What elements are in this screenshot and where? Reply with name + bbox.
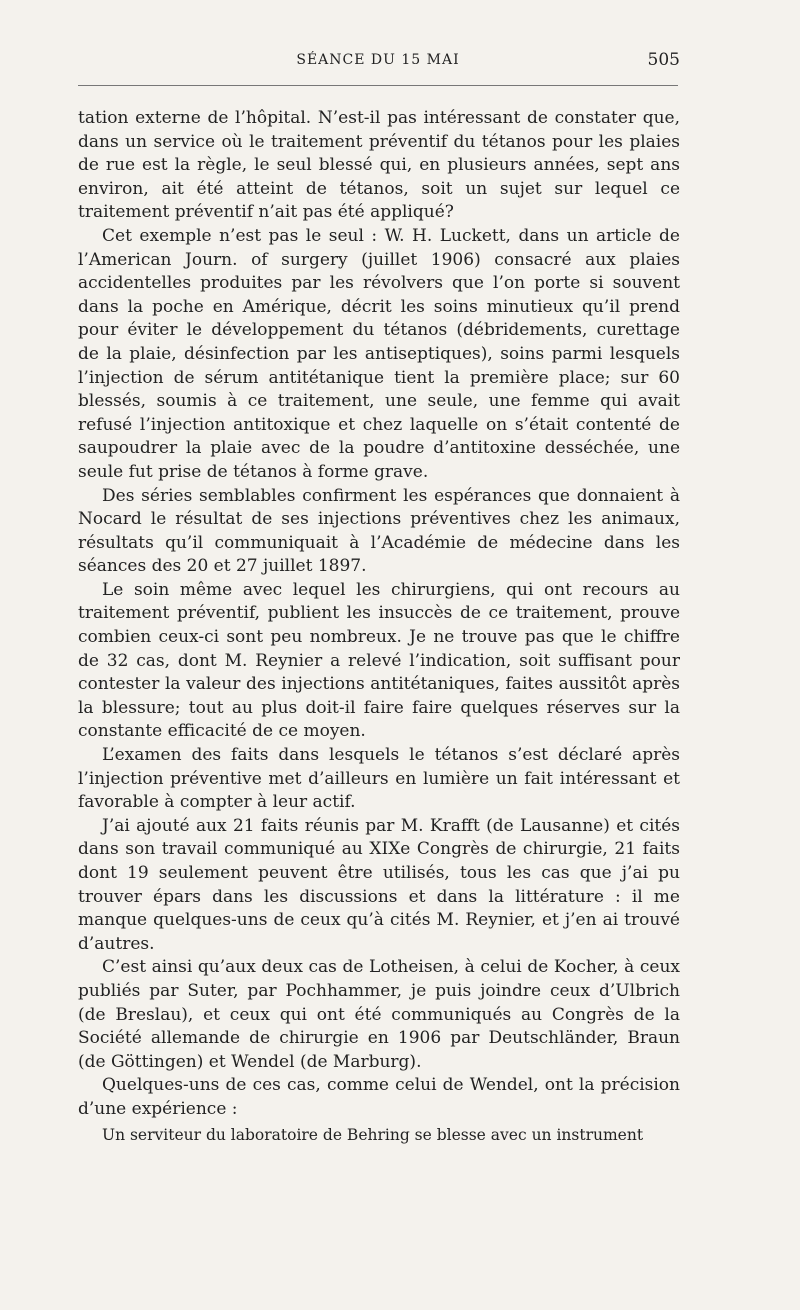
running-title: SÉANCE DU 15 MAI	[296, 52, 460, 68]
paragraph-9-small-print: Un serviteur du laboratoire de Behring se blesse avec un instrument	[102, 1125, 644, 1144]
body-text	[78, 107, 680, 1147]
paragraph-2: Cet exemple n’est pas le seul : W. H. Luckett, dans un article de l’American Journ. of surgery (juillet 1906) consacré aux plaies accidentelles produites par les révolvers que l’on porte si souvent dans la poche en Amérique, décrit les soins minutieux qu’il prend pour éviter le développement du tétanos (débridements, curettage de la plaie, désinfection par les antiseptiques), soins parmi lesquels l’injection de sérum antitétanique tient la première place; sur 60 blessés, soumis à ce traitement, une seule, une femme qui avait refusé l’injection antitoxique et chez laquelle on s’était contenté de saupoudrer la plaie avec de la poudre d’antitoxine desséchée, une seule fut prise de tétanos à forme grave.	[78, 225, 680, 482]
paragraph-8: Quelques-uns de ces cas, comme celui de Wendel, ont la précision d’une expérience :	[78, 1075, 680, 1119]
page-number: 505	[647, 50, 680, 70]
paragraph-3: Des séries semblables confirment les espérances que donnaient à Nocard le résultat de ses injections préventives chez les animaux, résultats qu’il communiquait à l’Académie de médecine dans les séances des 20 et 27 juillet 1897.	[78, 485, 680, 577]
header-rule	[78, 85, 678, 86]
paragraph-4: Le soin même avec lequel les chirurgiens, qui ont recours au traitement préventif, publient les insuccès de ce traitement, prouve combien ceux-ci sont peu nombreux. Je ne trouve pas que le chiffre de 32 cas, dont M. Reynier a relevé l’indication, soit suffisant pour contester la valeur des injections antitétaniques, faites aussitôt après la blessure; tout au plus doit-il faire faire quelques réserves sur la constante efficacité de ce moyen.	[78, 579, 680, 742]
paragraph-5: L’examen des faits dans lesquels le tétanos s’est déclaré après l’injection préventive met d’ailleurs en lumière un fait intéressant et favorable à compter à leur actif.	[78, 745, 680, 813]
paragraph-1: tation externe de l’hôpital. N’est-il pas intéressant de constater que, dans un service où le traitement préventif du tétanos pour les plaies de rue est la règle, le seul blessé qui, en plusieurs années, sept ans environ, ait été atteint de tétanos, soit un sujet sur lequel ce traitement préventif n’ait pas été appliqué?	[78, 108, 680, 223]
paragraph-7: C’est ainsi qu’aux deux cas de Lotheisen, à celui de Kocher, à ceux publiés par Suter, par Pochhammer, je puis joindre ceux d’Ulbrich (de Breslau), et ceux qui ont été communiqués au Congrès de la Société allemande de chirurgie en 1906 par Deutschländer, Braun (de Göttingen) et Wendel (de Marburg).	[78, 957, 680, 1072]
paragraph-6: J’ai ajouté aux 21 faits réunis par M. Krafft (de Lausanne) et cités dans son travail communiqué au XIXe Congrès de chirurgie, 21 faits dont 19 seulement peuvent être utilisés, tous les cas que j’ai pu trouver épars dans les discussions et dans la littérature : il me manque quelques-uns de ceux qu’à cités M. Reynier, et j’en ai trouvé d’autres.	[78, 815, 680, 954]
running-header	[78, 50, 678, 74]
